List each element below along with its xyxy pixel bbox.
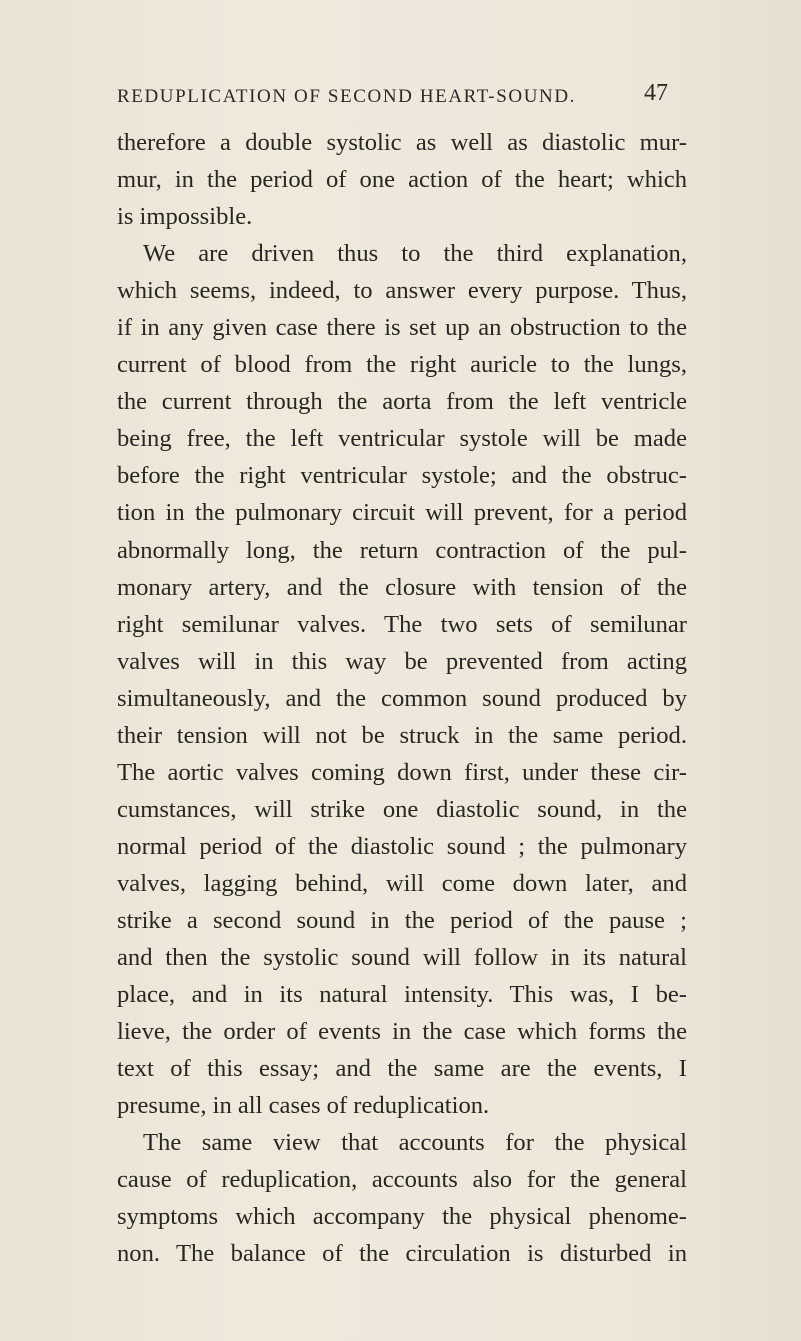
text-line: valves will in this way be prevented from acting [117,647,687,675]
text-line: being free, the left ventricular systole will be made [117,425,687,453]
text-line: current of blood from the right auricle to the lungs, [117,351,687,379]
text-line: before the right ventricular systole; and the obstruc- [117,462,687,490]
text-line: mur, in the period of one action of the heart; which [117,166,687,194]
text-line: strike a second sound in the period of the pause ; [117,906,687,934]
text-line: lieve, the order of events in the case which forms the [117,1018,687,1046]
body-text [117,124,687,1272]
running-head [117,80,717,120]
text-line: cumstances, will strike one diastolic sound, in the [117,795,687,823]
text-line: tion in the pulmonary circuit will prevent, for a period [117,499,687,527]
text-line: We are driven thus to the third explanation, [143,240,687,268]
text-line: therefore a double systolic as well as diastolic mur- [117,129,687,156]
text-line: their tension will not be struck in the same period. [117,721,687,749]
text-line: valves, lagging behind, will come down later, and [117,869,687,897]
page-number: 47 [644,80,668,106]
text-line: symptoms which accompany the physical phenome- [117,1203,687,1231]
text-line: is impossible. [117,203,253,231]
text-line: and then the systolic sound will follow in its natural [117,944,687,972]
text-line: presume, in all cases of reduplication. [117,1092,490,1120]
text-line: text of this essay; and the same are the events, I [117,1055,687,1083]
text-line: if in any given case there is set up an obstruction to the [117,314,687,342]
text-line: place, and in its natural intensity. This was, I be- [117,981,687,1009]
text-line: the current through the aorta from the left ventricle [117,388,687,416]
text-line: monary artery, and the closure with tension of the [117,573,687,601]
text-line: which seems, indeed, to answer every purpose. Thus, [117,277,687,305]
text-line: simultaneously, and the common sound produced by [117,684,687,712]
text-line: normal period of the diastolic sound ; the pulmonary [117,832,687,860]
text-line: right semilunar valves. The two sets of semilunar [117,610,687,638]
text-line: non. The balance of the circulation is disturbed in [117,1240,687,1268]
running-title: REDUPLICATION OF SECOND HEART-SOUND. [117,86,577,107]
text-line: The same view that accounts for the physical [143,1129,687,1157]
text-line: The aortic valves coming down first, under these cir- [117,758,687,786]
text-line: abnormally long, the return contraction of the pul- [117,536,687,564]
text-line: cause of reduplication, accounts also for the general [117,1166,687,1194]
